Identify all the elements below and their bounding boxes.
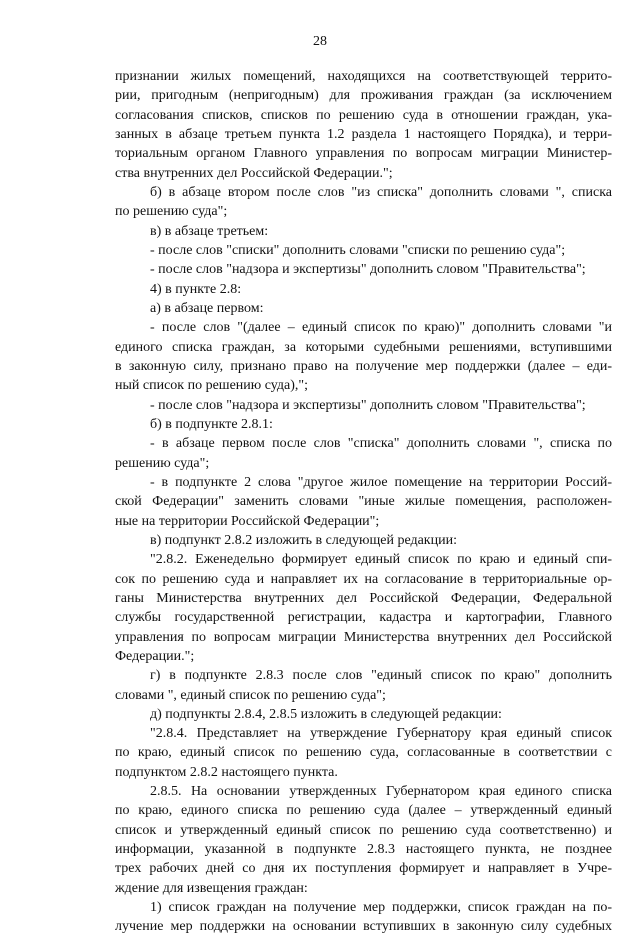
text-line: словами ", единый список по решению суда"; xyxy=(115,687,386,703)
text-line: б) в подпункте 2.8.1: xyxy=(150,416,273,432)
text-line: трех рабочих дней со дня их поступления формирует и направляет в Учре- xyxy=(115,861,612,877)
text-line: ганы Министерства внутренних дел Российской Федерации, Федеральной xyxy=(115,590,612,606)
text-line: занных в абзаце третьем пункта 1.2 раздела 1 настоящего Порядка), и терри- xyxy=(115,126,612,142)
text-line: по краю, единого списка по решению суда (далее – утвержденный единый xyxy=(115,803,612,819)
text-line: - в подпункте 2 слова "другое жилое помещение на территории Россий- xyxy=(150,474,612,490)
text-line: согласования списков, списков по решению суда в отношении граждан, ука- xyxy=(115,107,612,123)
text-line: решению суда"; xyxy=(115,455,210,471)
text-line: а) в абзаце первом: xyxy=(150,300,264,316)
text-line: сок по решению суда и направляет их на согласование в территориальные ор- xyxy=(115,571,612,587)
text-line: в) в абзаце третьем: xyxy=(150,223,269,239)
text-line: управления по вопросам миграции Министерства внутренних дел Российской xyxy=(115,629,612,645)
text-line: ный список по решению суда),"; xyxy=(115,378,308,394)
page-number: 28 xyxy=(313,34,327,49)
text-line: подпунктом 2.8.2 настоящего пункта. xyxy=(115,764,338,780)
text-line: лучение мер поддержки на основании вступивших в законную силу судебных xyxy=(115,919,612,935)
text-line: единого списка граждан, за которыми судебными решениями, вступившими xyxy=(115,339,612,355)
text-line: - после слов "надзора и экспертизы" дополнить словом "Правительства"; xyxy=(150,397,586,413)
text-line: службы государственной регистрации, кадастра и картографии, Главного xyxy=(115,610,612,626)
text-line: - в абзаце первом после слов "списка" дополнить словами ", списка по xyxy=(150,436,612,452)
text-line: - после слов "(далее – единый список по краю)" дополнить словами "и xyxy=(150,320,612,336)
text-line: ториальным органом Главного управления по вопросам миграции Министер- xyxy=(115,146,612,162)
text-line: ные на территории Российской Федерации"; xyxy=(115,513,380,529)
text-line: список и утвержденный единый список по решению суда соответственно) и xyxy=(115,822,612,838)
text-line: - после слов "списки" дополнить словами "списки по решению суда"; xyxy=(150,242,566,258)
text-line: признании жилых помещений, находящихся на соответствующей террито- xyxy=(115,69,612,84)
text-line: 2.8.5. На основании утвержденных Губернатором края единого списка xyxy=(150,784,612,800)
text-line: по краю, единый список по решению суда, согласованные в соответствии с xyxy=(115,745,612,761)
text-line: по решению суда"; xyxy=(115,204,228,220)
text-line: информации, указанной в подпункте 2.8.3 настоящего пункта, не позднее xyxy=(115,842,612,858)
document-body xyxy=(115,67,612,937)
text-line: б) в абзаце втором после слов "из списка" дополнить словами ", списка xyxy=(150,184,612,200)
text-line: "2.8.2. Еженедельно формирует единый список по краю и единый спи- xyxy=(150,552,612,568)
text-line: в) подпункт 2.8.2 изложить в следующей редакции: xyxy=(150,532,457,548)
text-line: 1) список граждан на получение мер поддержки, список граждан на по- xyxy=(150,900,612,916)
text-line: ждение для извещения граждан: xyxy=(115,880,308,896)
text-line: д) подпункты 2.8.4, 2.8.5 изложить в следующей редакции: xyxy=(150,706,502,722)
text-line: - после слов "надзора и экспертизы" дополнить словом "Правительства"; xyxy=(150,262,586,278)
text-line: "2.8.4. Представляет на утверждение Губернатору края единый список xyxy=(150,726,612,742)
text-line: 4) в пункте 2.8: xyxy=(150,281,242,297)
text-line: г) в подпункте 2.8.3 после слов "единый список по краю" дополнить xyxy=(150,668,612,684)
text-line: ской Федерации" заменить словами "иные жилые помещения, расположен- xyxy=(115,494,612,510)
text-line: Федерации."; xyxy=(115,648,195,664)
text-line: в законную силу, признано право на получение мер поддержки (далее – еди- xyxy=(115,358,612,374)
text-line: рии, пригодным (непригодным) для проживания граждан (за исключением xyxy=(115,88,612,104)
text-line: ства внутренних дел Российской Федерации."; xyxy=(115,165,393,181)
